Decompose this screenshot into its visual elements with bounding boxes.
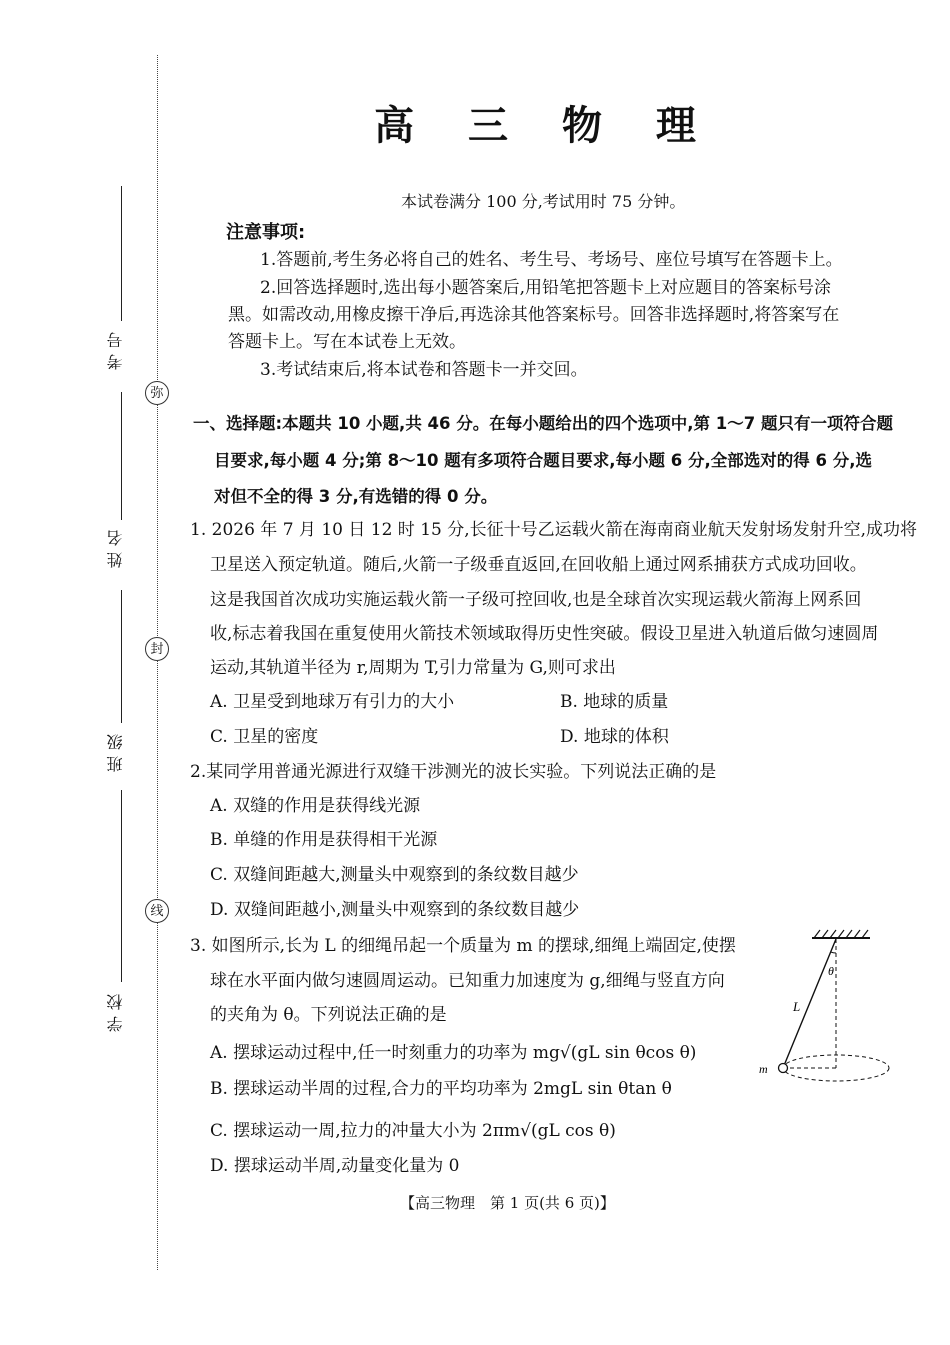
label-m: m — [759, 1062, 768, 1076]
label-theta: θ — [828, 964, 834, 978]
class-label: 班级 — [106, 728, 125, 772]
conical-pendulum-figure — [750, 925, 890, 1090]
notice-line: 2.回答选择题时,选出每小题答案后,用铅笔把答题卡上对应题目的答案标号涂 — [260, 278, 832, 298]
school-label: 学校 — [106, 988, 125, 1032]
q1-stem: 这是我国首次成功实施运载火箭一子级可控回收,也是全球首次实现运载火箭海上网系回 — [210, 590, 862, 610]
q3-option-d: D. 摆球运动半周,动量变化量为 0 — [210, 1156, 460, 1176]
angle-arc — [831, 952, 836, 953]
page-footer: 【高三物理 第 1 页(共 6 页)】 — [400, 1194, 615, 1212]
notice-line: 黑。如需改动,用橡皮擦干净后,再选涂其他答案标号。回答非选择题时,将答案写在 — [228, 305, 840, 325]
q2-option-d: D. 双缝间距越小,测量头中观察到的条纹数目越少 — [210, 900, 580, 920]
q1-stem: 运动,其轨道半径为 r,周期为 T,引力常量为 G,则可求出 — [210, 658, 616, 678]
label-L: L — [793, 999, 801, 1014]
q1-stem: 卫星送入预定轨道。随后,火箭一子级垂直返回,在回收船上通过网系捕获方式成功回收。 — [210, 555, 867, 575]
q1-option-b: B. 地球的质量 — [560, 692, 669, 712]
q2-option-a: A. 双缝的作用是获得线光源 — [210, 796, 421, 816]
seal-xian: 线 — [145, 899, 169, 923]
section-heading: 对但不全的得 3 分,有选错的得 0 分。 — [214, 487, 498, 506]
seal-mi: 弥 — [145, 381, 169, 405]
ceiling-support — [812, 930, 870, 938]
pendulum-bob — [779, 1064, 788, 1073]
notice-line: 1.答题前,考生务必将自己的姓名、考生号、考场号、座位号填写在答题卡上。 — [260, 250, 843, 270]
string — [783, 939, 836, 1068]
q3-stem: 3. 如图所示,长为 L 的细绳吊起一个质量为 m 的摆球,细绳上端固定,使摆 — [190, 936, 736, 956]
page-title: 高 三 物 理 — [374, 103, 716, 149]
q1-stem: 收,标志着我国在重复使用火箭技术领域取得历史性突破。假设卫星进入轨道后做匀速圆周 — [210, 624, 879, 644]
notice-heading: 注意事项: — [226, 222, 306, 243]
section-heading: 一、选择题:本题共 10 小题,共 46 分。在每小题给出的四个选项中,第 1～7 题只有一项符合题 — [193, 414, 893, 433]
q1-option-c: C. 卫星的密度 — [210, 727, 319, 747]
q1-option-d: D. 地球的体积 — [560, 727, 669, 747]
notice-line: 答题卡上。写在本试卷上无效。 — [228, 332, 466, 352]
binding-dotted-line — [157, 55, 158, 1270]
q2-option-c: C. 双缝间距越大,测量头中观察到的条纹数目越少 — [210, 865, 579, 885]
q1-stem: 1. 2026 年 7 月 10 日 12 时 15 分,长征十号乙运载火箭在海南商业航天发射场发射升空,成功将 — [190, 520, 918, 540]
q3-option-b: B. 摆球运动半周的过程,合力的平均功率为 2mgL sin θtan θ — [210, 1079, 672, 1099]
q2-stem: 2.某同学用普通光源进行双缝干涉测光的波长实验。下列说法正确的是 — [190, 762, 717, 782]
section-heading: 目要求,每小题 4 分;第 8～10 题有多项符合题目要求,每小题 6 分,全部选对的得 6 分,选 — [214, 451, 873, 470]
name-label: 姓名 — [106, 524, 125, 568]
q3-stem: 球在水平面内做匀速圆周运动。已知重力加速度为 g,细绳与竖直方向 — [210, 971, 725, 991]
seal-feng: 封 — [145, 637, 169, 661]
q3-option-c: C. 摆球运动一周,拉力的冲量大小为 2πm√(gL cos θ) — [210, 1121, 616, 1141]
q3-stem: 的夹角为 θ。下列说法正确的是 — [210, 1005, 447, 1025]
exam-info: 本试卷满分 100 分,考试用时 75 分钟。 — [401, 192, 686, 211]
q3-option-a: A. 摆球运动过程中,任一时刻重力的功率为 mg√(gL sin θcos θ) — [210, 1043, 697, 1063]
class-blank — [121, 590, 122, 723]
exam-number-blank — [121, 186, 122, 321]
q2-option-b: B. 单缝的作用是获得相干光源 — [210, 830, 438, 850]
q1-option-a: A. 卫星受到地球万有引力的大小 — [210, 692, 455, 712]
notice-line: 3.考试结束后,将本试卷和答题卡一并交回。 — [260, 360, 588, 380]
exam-number-label: 考号 — [106, 326, 125, 370]
school-blank — [121, 790, 122, 982]
name-blank — [121, 392, 122, 520]
